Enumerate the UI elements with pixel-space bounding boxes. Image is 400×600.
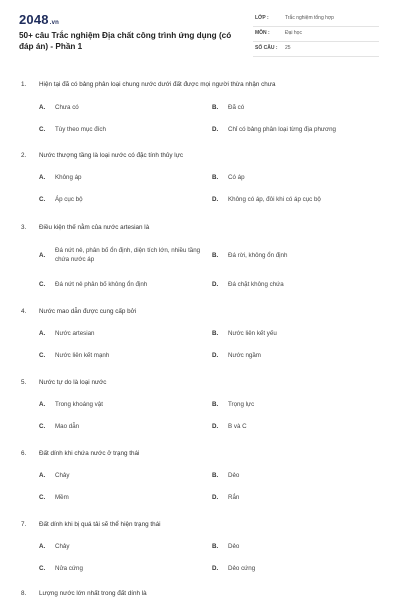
option-text: Chảy	[55, 543, 70, 550]
option-text: Đã có	[228, 104, 245, 111]
question-text: Đất dính khi bị quá tải sẽ thể hiện trạng thái	[39, 521, 161, 528]
option-text: Chảy	[55, 472, 70, 479]
question-number: 3.	[21, 224, 27, 231]
question-stem	[21, 590, 147, 597]
option-key: A.	[39, 174, 46, 181]
meta-count-row	[253, 42, 379, 57]
option-key: D.	[212, 352, 219, 359]
option-key: D.	[212, 423, 219, 430]
question-stem	[21, 81, 275, 88]
option-key: D.	[212, 565, 219, 572]
option-key: D.	[212, 494, 219, 501]
question-text: Nước mao dẫn được cung cấp bởi	[39, 308, 137, 315]
question-stem	[21, 521, 160, 528]
option-key: C.	[39, 423, 46, 430]
option-text: Rắn	[228, 494, 240, 501]
option-text: Trọng lực	[228, 401, 255, 408]
option-key: A.	[39, 543, 46, 550]
option-text: Dẻo	[228, 543, 240, 550]
option-text: Mao dẫn	[55, 423, 80, 430]
option-key: B.	[212, 174, 219, 181]
option-key: A.	[39, 252, 46, 259]
document-header	[0, 0, 400, 72]
question-text: Nước tự do là loại nước	[39, 379, 107, 386]
document-meta	[253, 12, 379, 57]
question-stem	[21, 308, 136, 315]
option-text: Không có áp, đôi khi có áp cục bộ	[228, 196, 321, 203]
option-text: Nước liên kết yếu	[228, 330, 277, 337]
option-text: Nước artesian	[55, 330, 95, 337]
question-text: Lượng nước lớn nhất trong đất dính là	[39, 590, 147, 597]
question-text: Hiện tại đã có bảng phân loại chung nước dưới đất được mọi người thừa nhận chưa	[39, 81, 276, 88]
question-number: 8.	[21, 590, 27, 597]
option-text: Đá nứt nẻ phân bố không ổn định	[55, 281, 148, 288]
meta-count-label: SỐ CÂU :	[255, 45, 278, 51]
meta-class-row	[253, 12, 379, 27]
question-number: 6.	[21, 450, 27, 457]
option-text: Đá chặt không chứa	[228, 281, 284, 288]
option-key: A.	[39, 472, 46, 479]
option-text: Không áp	[55, 174, 82, 181]
option-key: C.	[39, 281, 46, 288]
question-stem	[21, 450, 139, 457]
question-number: 2.	[21, 152, 27, 159]
document-title: 50+ câu Trắc nghiệm Địa chất công trình ứng dụng (có đáp án) - Phần 1	[19, 31, 232, 51]
option-text: Dẻo	[228, 472, 240, 479]
option-key: D.	[212, 196, 219, 203]
question-text: Nước thượng tầng là loại nước có đặc tính thủy lực	[39, 152, 184, 159]
option-key: A.	[39, 330, 46, 337]
option-text: Chưa có	[55, 104, 79, 111]
option-text: Trong khoáng vật	[55, 401, 103, 408]
question-text: Điều kiện thế nằm của nước artesian là	[39, 224, 150, 231]
option-text: Nước liên kết mạnh	[55, 352, 110, 359]
option-text: Đá rời, không ổn định	[228, 252, 288, 259]
option-key: A.	[39, 401, 46, 408]
option-key: B.	[212, 104, 219, 111]
option-key: C.	[39, 352, 46, 359]
option-text: Nửa cứng	[55, 565, 83, 572]
option-text: Mềm	[55, 494, 69, 501]
option-key: B.	[212, 252, 219, 259]
option-key: C.	[39, 494, 46, 501]
option-text: Tùy theo mục đích	[55, 126, 106, 133]
meta-subject-row	[253, 27, 379, 42]
option-text: Dẻo cứng	[228, 565, 256, 572]
option-key: C.	[39, 196, 46, 203]
site-logo[interactable]	[19, 12, 59, 27]
meta-count-value: 25	[285, 45, 291, 51]
question-number: 5.	[21, 379, 27, 386]
question-stem	[21, 379, 106, 386]
option-text: B và C	[228, 423, 247, 430]
question-stem	[21, 152, 183, 159]
meta-subject-value: Đại học	[285, 30, 302, 36]
question-stem	[21, 224, 149, 231]
meta-subject-label: MÔN :	[255, 30, 270, 36]
logo-main-text: 2048	[19, 12, 49, 27]
option-key: D.	[212, 281, 219, 288]
option-text: Nước ngầm	[228, 352, 261, 359]
option-text: Có áp	[228, 174, 245, 181]
option-text: Áp cục bộ	[55, 196, 83, 203]
option-text: Đá nứt nẻ, phân bố ổn định, diện tích lớn, nhiều tầng chứa nước áp	[55, 247, 201, 263]
option-key: A.	[39, 104, 46, 111]
option-text: Chỉ có bảng phân loại từng địa phương	[228, 126, 336, 133]
meta-class-value: Trắc nghiệm tổng hợp	[285, 15, 334, 21]
meta-class-label: LỚP :	[255, 15, 269, 21]
question-number: 1.	[21, 81, 27, 88]
option-key: C.	[39, 565, 46, 572]
option-key: B.	[212, 330, 219, 337]
question-number: 7.	[21, 521, 27, 528]
option-key: D.	[212, 126, 219, 133]
option-key: B.	[212, 543, 219, 550]
question-text: Đất dính khi chứa nước ở trạng thái	[39, 450, 140, 457]
question-number: 4.	[21, 308, 27, 315]
option-key: C.	[39, 126, 46, 133]
option-key: B.	[212, 472, 219, 479]
logo-suffix-text: .vn	[49, 20, 60, 26]
option-key: B.	[212, 401, 219, 408]
